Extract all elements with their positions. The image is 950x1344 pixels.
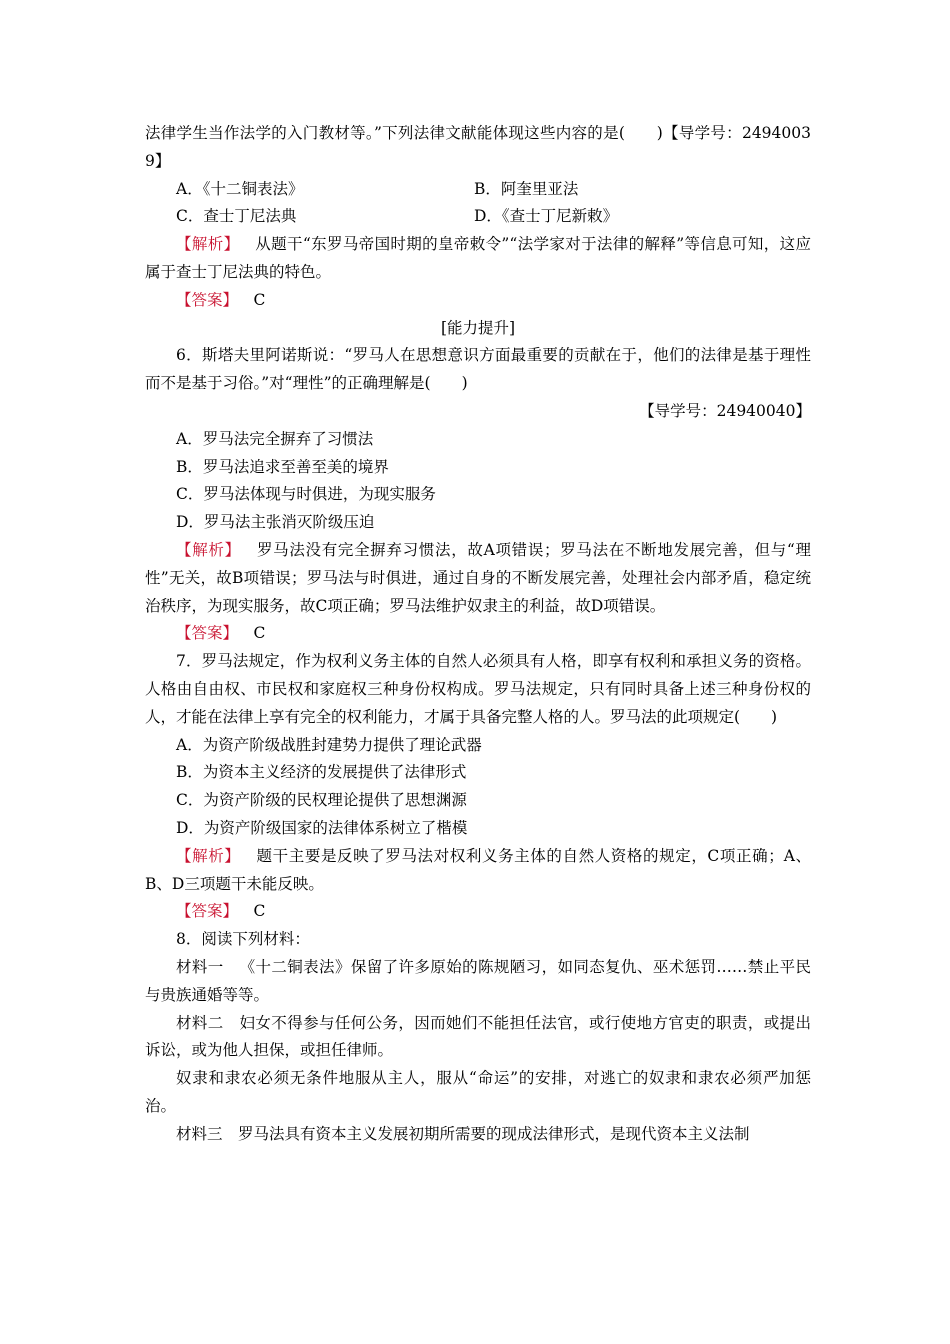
q5-option-c: C．查士丁尼法典	[176, 207, 297, 226]
q5-analysis-text: 从题干“东罗马帝国时期的皇帝敕令”“法学家对于法律的解释”等信息可知，这应属于查士丁尼法典的特色。	[145, 235, 811, 281]
q8-stem: 8．阅读下列材料：	[176, 930, 310, 949]
q8-material-1	[145, 954, 811, 1010]
material-3-label: 材料三	[176, 1124, 223, 1143]
q7-option-b: B．为资本主义经济的发展提供了法律形式	[176, 763, 467, 782]
q6-stem: 6．斯塔夫里阿诺斯说：“罗马人在思想意识方面最重要的贡献在于，他们的法律是基于理性而不是基于习俗。”对“理性”的正确理解是( )	[145, 346, 811, 393]
q7-option-a: A．为资产阶级战胜封建势力提供了理论武器	[176, 735, 482, 754]
q6-option-d: D．罗马法主张消灭阶级压迫	[176, 513, 375, 532]
material-2-label: 材料二	[176, 1013, 224, 1032]
q6-guide-number: 【导学号：24940040】	[639, 401, 811, 420]
q6-analysis	[145, 537, 811, 620]
analysis-label: 【解析】	[176, 846, 241, 865]
answer-label: 【答案】	[176, 290, 239, 309]
q5-options-row-2	[145, 203, 811, 231]
q5-stem-tail: 法律学生当作法学的入门教材等。”下列法律文献能体现这些内容的是( )【导学号：24940039】	[145, 124, 811, 170]
q7-answer-value: C	[253, 902, 266, 921]
q7-answer	[145, 898, 811, 926]
answer-label: 【答案】	[176, 902, 239, 921]
material-1-text: 《十二铜表法》保留了许多原始的陈规陋习，如同态复仇、巫术惩罚……禁止平民与贵族通婚等等。	[145, 957, 811, 1004]
q5-option-b: B．阿奎里亚法	[474, 179, 579, 198]
section-title: [能力提升]	[440, 318, 516, 337]
q6-option-a: A．罗马法完全摒弃了习惯法	[176, 429, 374, 448]
q8-material-3	[145, 1121, 811, 1149]
q6-option-b: B．罗马法追求至善至美的境界	[176, 457, 389, 476]
q7-analysis	[145, 843, 811, 899]
q8-material-2	[145, 1010, 811, 1066]
analysis-label: 【解析】	[176, 540, 241, 559]
q6-answer	[145, 620, 811, 648]
q7-option-c: C．为资产阶级的民权理论提供了思想渊源	[176, 791, 467, 810]
q7-analysis-text: 题干主要是反映了罗马法对权利义务主体的自然人资格的规定，C项正确；A、B、D三项题干未能反映。	[145, 846, 811, 893]
q7-stem: 7．罗马法规定，作为权利义务主体的自然人必须具有人格，即享有权利和承担义务的资格。人格由自由权、市民权和家庭权三种身份权构成。罗马法规定，只有同时具备上述三种身份权的人，才能在法律上享有完全的权利能力，才属于具备完整人格的人。罗马法的此项规定( )	[145, 652, 811, 726]
q6-analysis-text: 罗马法没有完全摒弃习惯法，故A项错误；罗马法在不断地发展完善，但与“理性”无关，故B项错误；罗马法与时俱进，通过自身的不断发展完善，处理社会内部矛盾，稳定统治秩序，为现实服务，故C项正确；罗马法维护奴隶主的利益，故D项错误。	[145, 540, 811, 615]
q5-options-row-1	[145, 176, 811, 204]
document-page	[145, 120, 811, 1148]
q6-answer-value: C	[253, 624, 266, 643]
q5-answer-value: C	[253, 290, 266, 309]
q5-option-d: D．《查士丁尼新敕》	[474, 207, 619, 226]
q7-option-d: D．为资产阶级国家的法律体系树立了楷模	[176, 818, 468, 837]
q6-option-c: C．罗马法体现与时俱进，为现实服务	[176, 485, 436, 504]
analysis-label: 【解析】	[176, 235, 240, 254]
q5-answer	[145, 287, 811, 315]
q8-material-2-continued: 奴隶和隶农必须无条件地服从主人，服从“命运”的安排，对逃亡的奴隶和隶农必须严加惩治。	[145, 1069, 811, 1115]
q5-option-a: A．《十二铜表法》	[176, 179, 304, 198]
material-1-label: 材料一	[176, 957, 224, 976]
q5-analysis	[145, 231, 811, 287]
answer-label: 【答案】	[176, 624, 239, 643]
material-2-text: 妇女不得参与任何公务，因而她们不能担任法官，或行使地方官吏的职责，或提出诉讼，或为他人担保，或担任律师。	[145, 1013, 811, 1060]
material-3-text: 罗马法具有资本主义发展初期所需要的现成法律形式，是现代资本主义法制	[238, 1124, 750, 1143]
